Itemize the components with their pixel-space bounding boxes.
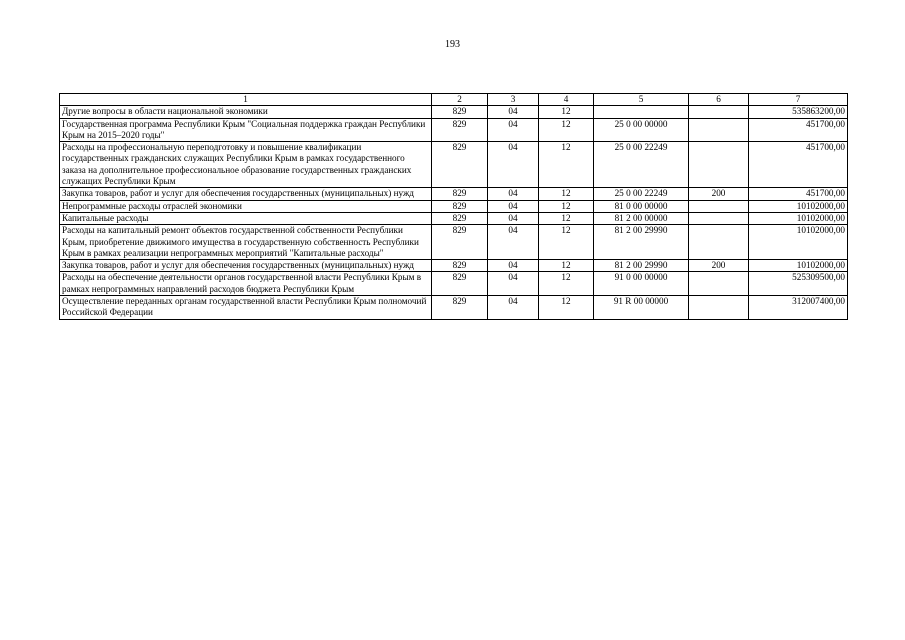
row-subsection: 12 (539, 296, 594, 320)
row-subsection: 12 (539, 200, 594, 212)
table-row (60, 272, 848, 296)
column-header: 3 (488, 94, 539, 106)
row-amount: 10102000,00 (749, 225, 848, 260)
row-name: Капитальные расходы (60, 212, 432, 224)
row-subsection: 12 (539, 188, 594, 200)
row-expense-type: 200 (689, 188, 749, 200)
row-admin-code: 829 (432, 200, 488, 212)
row-name: Закупка товаров, работ и услуг для обеспечения государственных (муниципальных) нужд (60, 188, 432, 200)
row-subsection: 12 (539, 225, 594, 260)
table-row (60, 106, 848, 118)
row-subsection: 12 (539, 272, 594, 296)
page-number: 193 (445, 39, 460, 50)
row-amount: 10102000,00 (749, 260, 848, 272)
row-name: Другие вопросы в области национальной экономики (60, 106, 432, 118)
row-admin-code: 829 (432, 188, 488, 200)
row-admin-code: 829 (432, 225, 488, 260)
row-target-code: 81 0 00 00000 (594, 200, 689, 212)
row-subsection: 12 (539, 260, 594, 272)
column-header: 1 (60, 94, 432, 106)
row-expense-type (689, 212, 749, 224)
row-name: Закупка товаров, работ и услуг для обеспечения государственных (муниципальных) нужд (60, 260, 432, 272)
row-expense-type (689, 296, 749, 320)
row-amount: 10102000,00 (749, 200, 848, 212)
table-header-row (60, 94, 848, 106)
table-row (60, 296, 848, 320)
row-target-code: 81 2 00 29990 (594, 225, 689, 260)
row-admin-code: 829 (432, 260, 488, 272)
row-section: 04 (488, 200, 539, 212)
table-row (60, 225, 848, 260)
row-target-code: 81 2 00 29990 (594, 260, 689, 272)
row-admin-code: 829 (432, 212, 488, 224)
row-expense-type (689, 118, 749, 142)
budget-table (59, 93, 848, 320)
table-row (60, 260, 848, 272)
row-amount: 535863200,00 (749, 106, 848, 118)
row-name: Государственная программа Республики Крым "Социальная поддержка граждан Республики Крым на 2015–2020 годы" (60, 118, 432, 142)
column-header: 2 (432, 94, 488, 106)
column-header: 7 (749, 94, 848, 106)
row-name: Расходы на профессиональную переподготовку и повышение квалификации государственных гражданских служащих Республики Крым в рамках государственного заказа на дополнительное профессиональное образование государственных гражданских служащих Республики Крым (60, 142, 432, 188)
row-section: 04 (488, 225, 539, 260)
row-section: 04 (488, 272, 539, 296)
row-target-code: 25 0 00 22249 (594, 188, 689, 200)
row-section: 04 (488, 118, 539, 142)
column-header: 6 (689, 94, 749, 106)
row-expense-type: 200 (689, 260, 749, 272)
row-amount: 312007400,00 (749, 296, 848, 320)
row-section: 04 (488, 142, 539, 188)
table-row (60, 188, 848, 200)
row-expense-type (689, 200, 749, 212)
row-expense-type (689, 142, 749, 188)
row-target-code: 25 0 00 00000 (594, 118, 689, 142)
row-subsection: 12 (539, 118, 594, 142)
row-target-code: 81 2 00 00000 (594, 212, 689, 224)
row-section: 04 (488, 106, 539, 118)
row-name: Осуществление переданных органам государственной власти Республики Крым полномочий Российской Федерации (60, 296, 432, 320)
row-amount: 10102000,00 (749, 212, 848, 224)
row-name: Расходы на капитальный ремонт объектов государственной собственности Республики Крым, приобретение движимого имущества в государственную собственность Республики Крым в рамках реализации непрограммных мероприятий "Капитальные расходы" (60, 225, 432, 260)
row-name: Расходы на обеспечение деятельности органов государственной власти Республики Крым в рамках непрограммных направлений расходов бюджета Республики Крым (60, 272, 432, 296)
row-section: 04 (488, 260, 539, 272)
row-expense-type (689, 106, 749, 118)
row-expense-type (689, 225, 749, 260)
row-subsection: 12 (539, 212, 594, 224)
row-admin-code: 829 (432, 118, 488, 142)
column-header: 5 (594, 94, 689, 106)
row-amount: 525309500,00 (749, 272, 848, 296)
row-target-code: 25 0 00 22249 (594, 142, 689, 188)
column-header: 4 (539, 94, 594, 106)
table-row (60, 118, 848, 142)
row-admin-code: 829 (432, 296, 488, 320)
row-target-code (594, 106, 689, 118)
row-subsection: 12 (539, 142, 594, 188)
row-section: 04 (488, 296, 539, 320)
row-admin-code: 829 (432, 142, 488, 188)
table-row (60, 212, 848, 224)
row-section: 04 (488, 188, 539, 200)
table-row (60, 200, 848, 212)
row-target-code: 91 0 00 00000 (594, 272, 689, 296)
row-amount: 451700,00 (749, 118, 848, 142)
row-amount: 451700,00 (749, 188, 848, 200)
row-name: Непрограммные расходы отраслей экономики (60, 200, 432, 212)
row-admin-code: 829 (432, 272, 488, 296)
row-admin-code: 829 (432, 106, 488, 118)
row-amount: 451700,00 (749, 142, 848, 188)
row-target-code: 91 R 00 00000 (594, 296, 689, 320)
table-row (60, 142, 848, 188)
row-section: 04 (488, 212, 539, 224)
row-subsection: 12 (539, 106, 594, 118)
row-expense-type (689, 272, 749, 296)
